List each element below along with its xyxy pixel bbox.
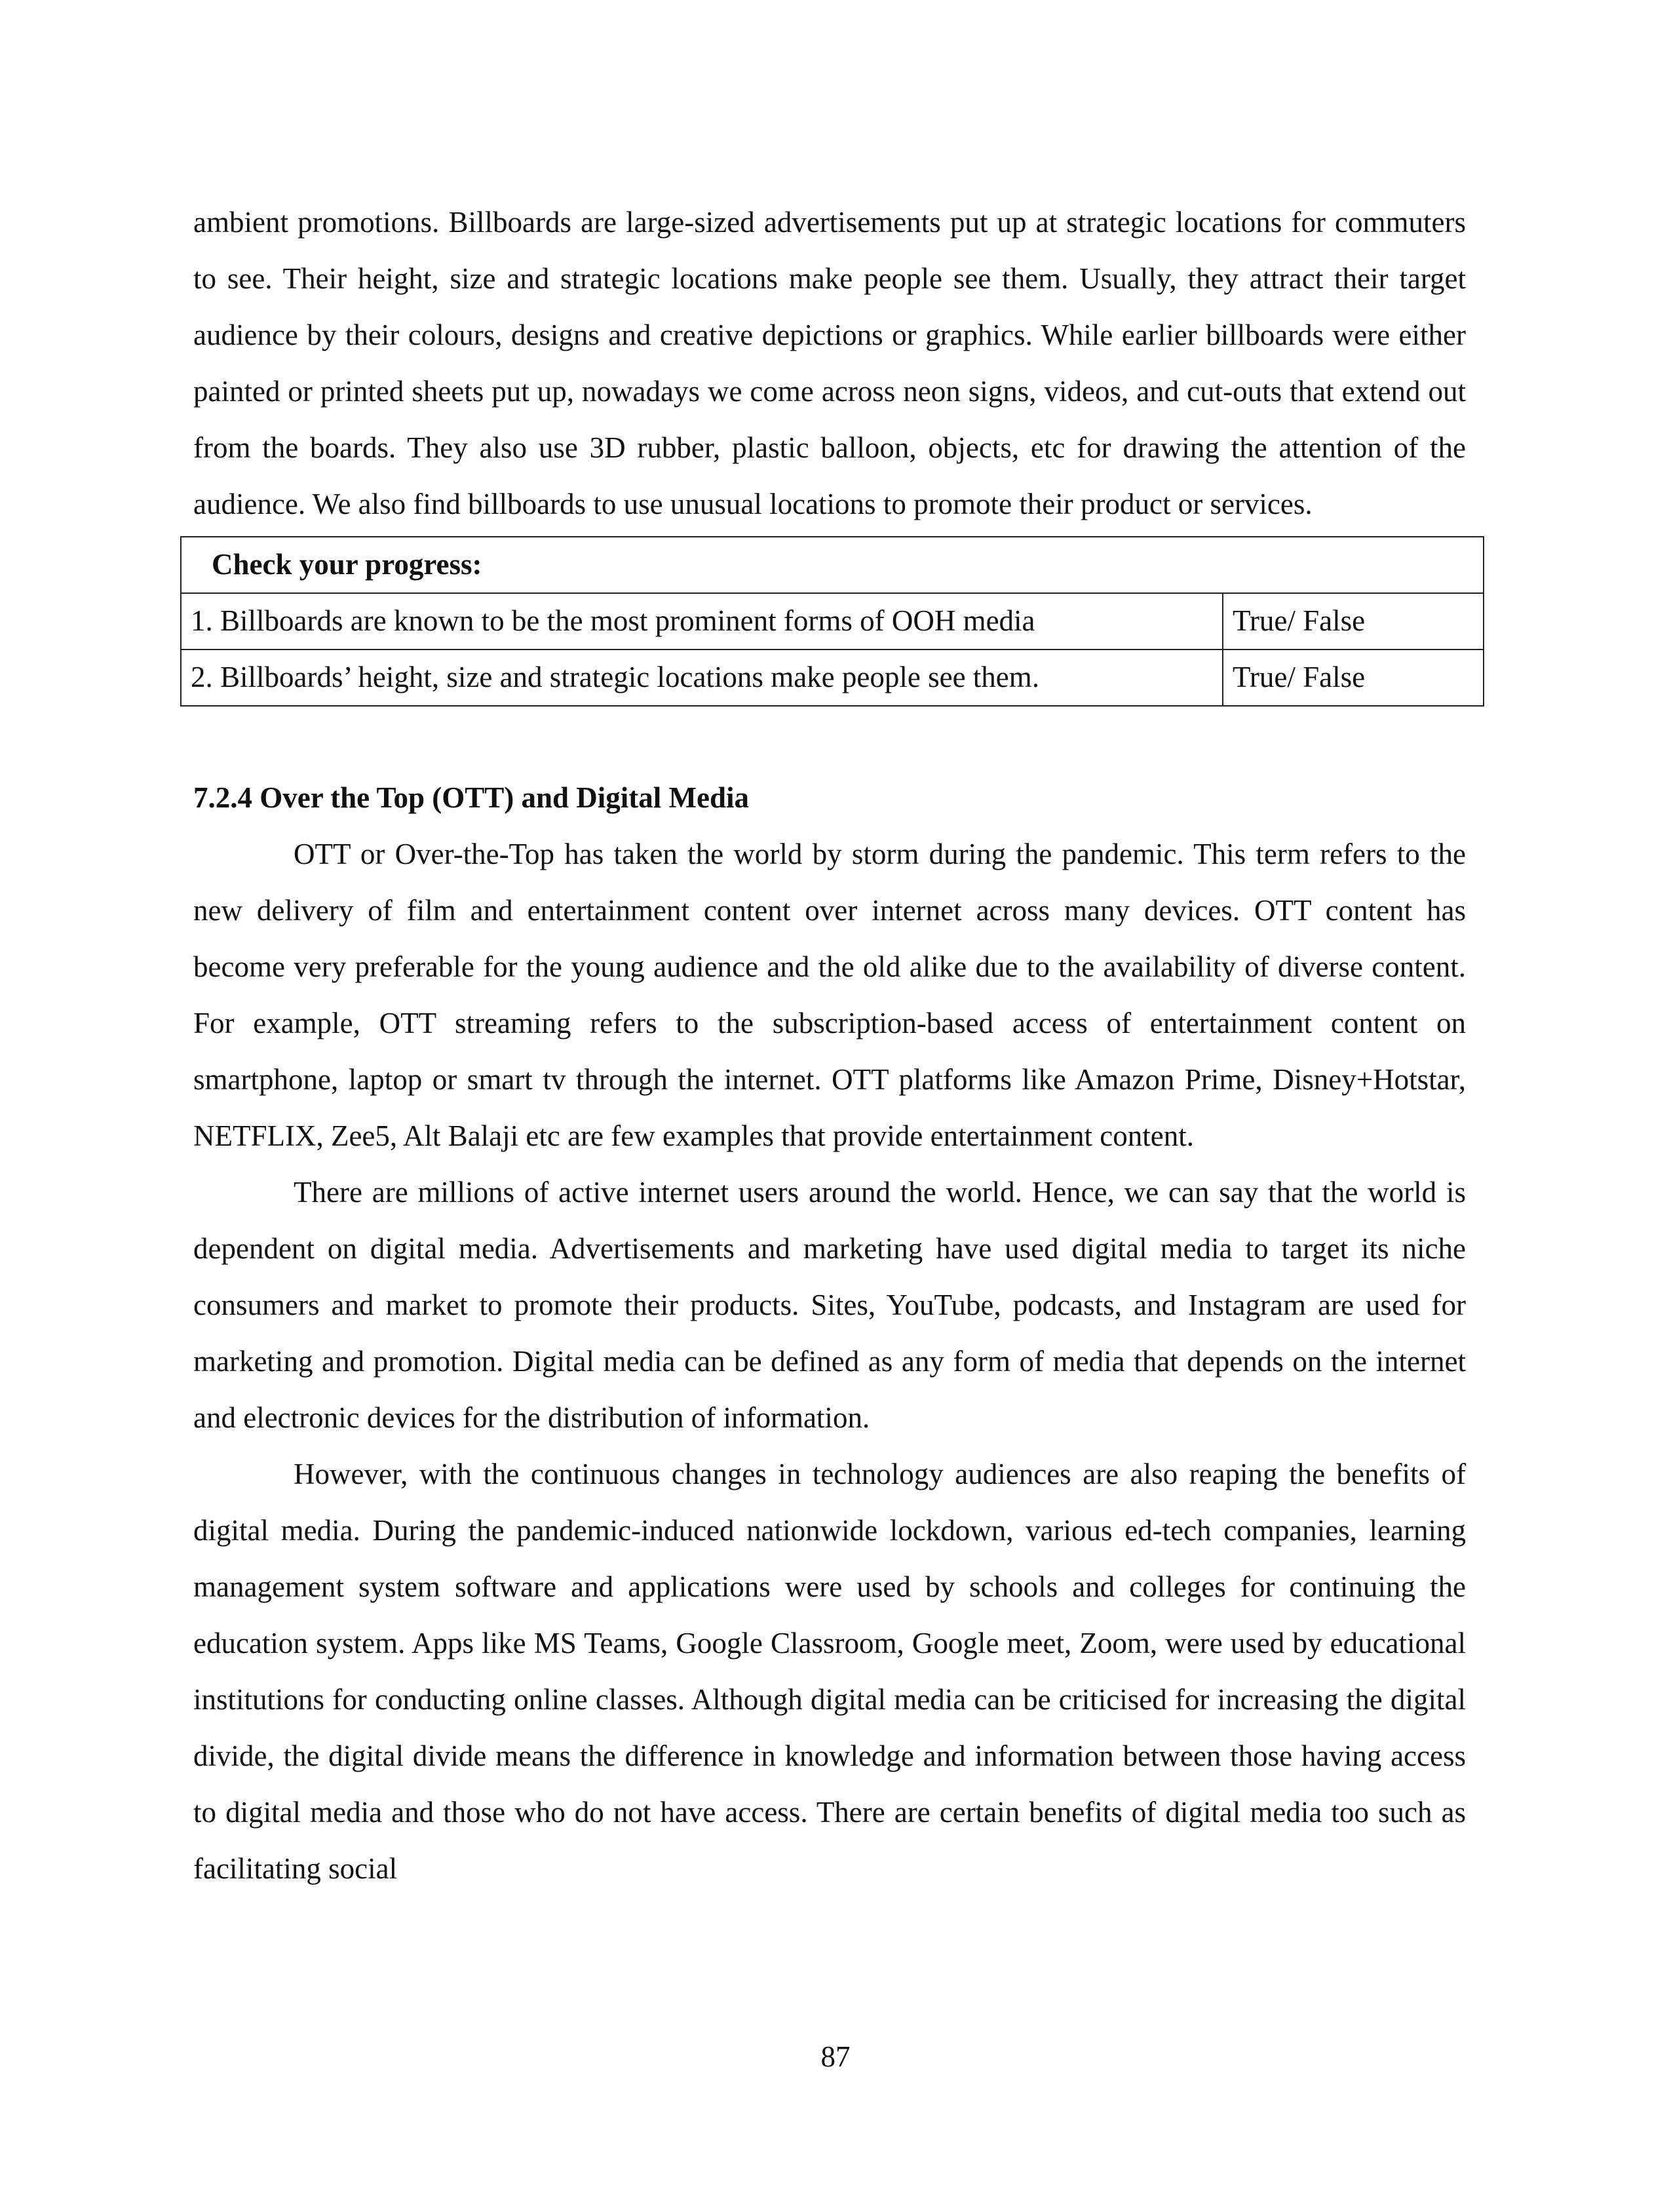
- table-row: [181, 593, 1484, 650]
- body-paragraph: OTT or Over-the-Top has taken the world by storm during the pandemic. This term refers to the new delivery of film and entertainment content over internet across many devices. OTT content has become very preferable for the young audience and the old alike due to the availability of diverse content. For example, OTT streaming refers to the subscription-based access of entertainment content on smartphone, laptop or smart tv through the internet. OTT platforms like Amazon Prime, Disney+Hotstar, NETFLIX, Zee5, Alt Balaji etc are few examples that provide entertainment content.: [193, 838, 1466, 1152]
- question-answer-options: True/ False: [1223, 650, 1484, 706]
- table-row: [181, 650, 1484, 706]
- page-body: [193, 194, 1466, 1897]
- body-paragraph: There are millions of active internet users around the world. Hence, we can say that the world is dependent on digital media. Advertisements and marketing have used digital media to target its niche consumers and market to promote their products. Sites, YouTube, podcasts, and Instagram are used for marketing and promotion. Digital media can be defined as any form of media that depends on the internet and electronic devices for the distribution of information.: [193, 1176, 1466, 1434]
- check-progress-heading: Check your progress:: [181, 537, 1484, 593]
- page-number: 87: [820, 2040, 851, 2073]
- check-progress-table: [180, 536, 1484, 707]
- table-header-row: [181, 537, 1484, 593]
- intro-paragraph: ambient promotions. Billboards are large-sized advertisements put up at strategic locations for commuters to see. Their height, size and strategic locations make people see them. Usually, they attract their target audience by their colours, designs and creative depictions or graphics. While earlier billboards were either painted or printed sheets put up, nowadays we come across neon signs, videos, and cut-outs that extend out from the boards. They also use 3D rubber, plastic balloon, objects, etc for drawing the attention of the audience. We also find billboards to use unusual locations to promote their product or services.: [193, 206, 1466, 520]
- body-paragraph: However, with the continuous changes in technology audiences are also reaping the benefits of digital media. During the pandemic-induced nationwide lockdown, various ed-tech companies, learning management system software and applications were used by schools and colleges for continuing the education system. Apps like MS Teams, Google Classroom, Google meet, Zoom, were used by educational institutions for conducting online classes. Although digital media can be criticised for increasing the digital divide, the digital divide means the difference in knowledge and information between those having access to digital media and those who do not have access. There are certain benefits of digital media too such as facilitating social: [193, 1458, 1466, 1885]
- section-heading: 7.2.4 Over the Top (OTT) and Digital Media: [193, 781, 749, 814]
- question-statement: 2. Billboards’ height, size and strategic locations make people see them.: [181, 650, 1223, 706]
- question-answer-options: True/ False: [1223, 593, 1484, 650]
- question-statement: 1. Billboards are known to be the most prominent forms of OOH media: [181, 593, 1223, 650]
